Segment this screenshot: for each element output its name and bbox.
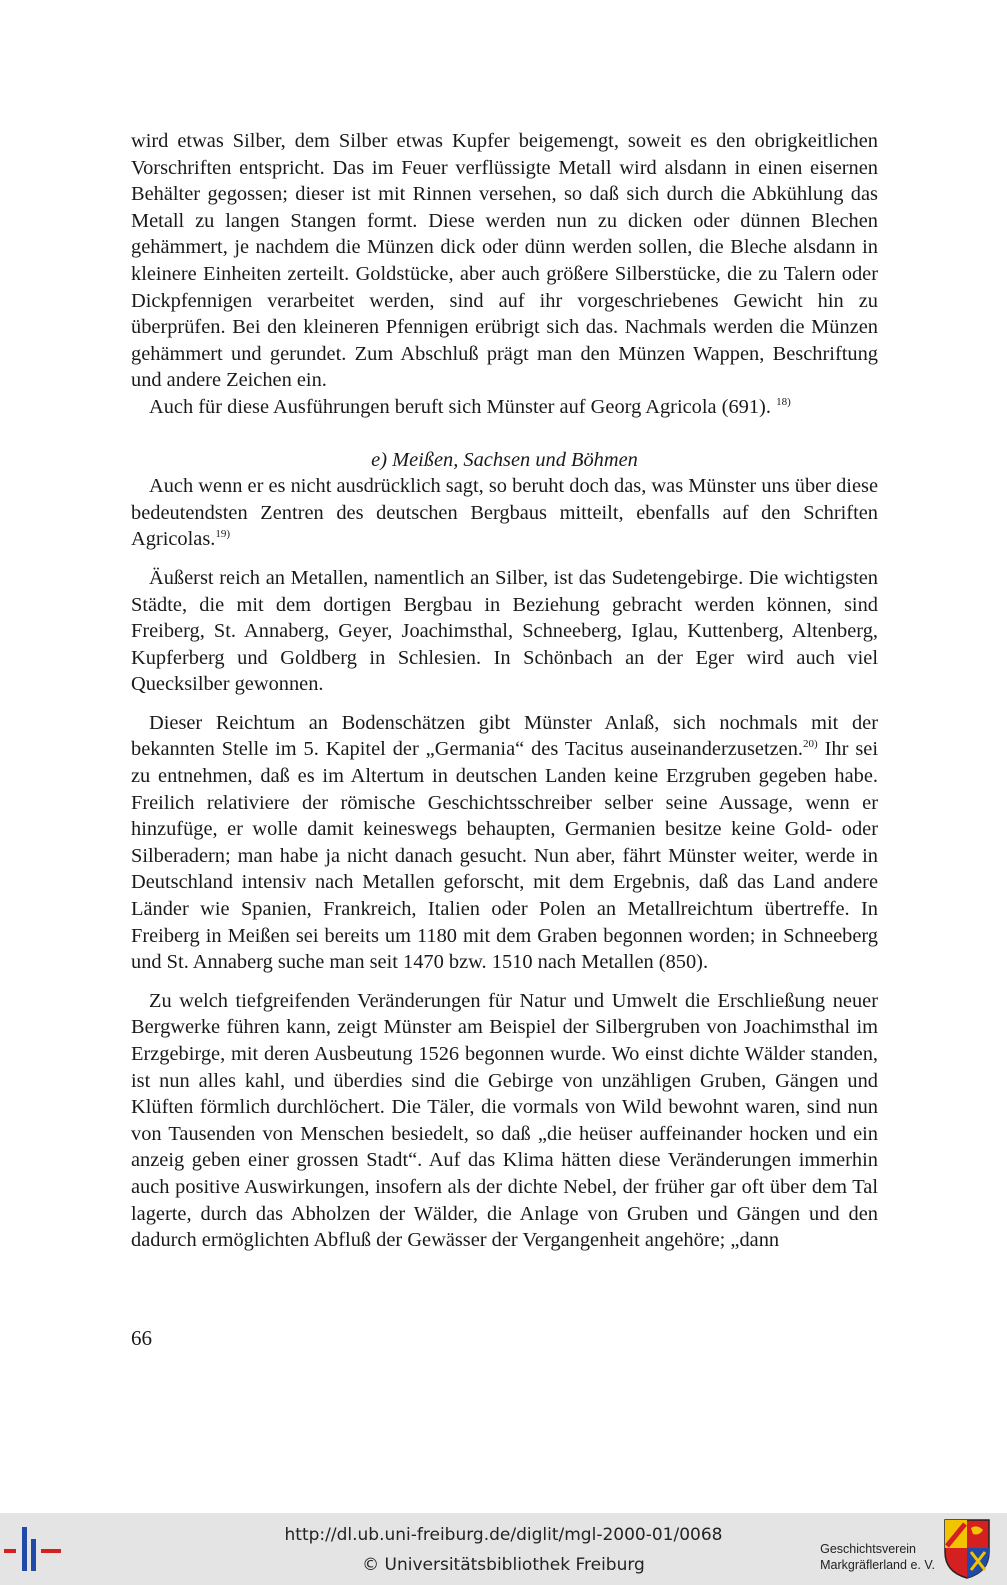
paragraph-3-text: Auch wenn er es nicht ausdrücklich sagt, so beruht doch das, was Münster uns über diese bedeutendsten Zentren des deutschen Bergbaus mitteilt, ebenfalls auf den Schriften Agricolas. [131,475,878,551]
society-line-2: Markgräflerland e. V. [820,1558,935,1572]
paragraph-3 [131,473,878,553]
page-body [131,128,878,1254]
page-number: 66 [131,1326,152,1350]
footer-bar [0,1513,1007,1585]
paragraph-5-text-b: Ihr sei zu entnehmen, daß es im Altertum in deutschen Landen keine Erzgruben gegeben habe. Freilich relativiere der römische Geschichtsschreiber selber seine Aussage, wenn er hinzufüge, er wolle damit keineswegs behaupten, Germanien besitze keine Gold- oder Silberadern; man habe ja nicht danach gesucht. Nun aber, fährt Münster weiter, werde in Deutschland intensiv nach Metallen geforscht, mit dem Ergebnis, daß das Land andere Länder wie Spanien, Frankreich, Italien oder Polen an Metallreichtum übertreffe. In Freiberg in Meißen sei bereits um 1180 mit dem Graben begonnen worden; in Schneeberg und St. Annaberg suche man seit 1470 bzw. 1510 nach Metallen (850). [131,738,878,974]
footnote-ref-20: 20) [803,738,818,751]
paragraph-5 [131,710,878,976]
paragraph-5-text-a: Dieser Reichtum an Bodenschätzen gibt Münster Anlaß, sich nochmals mit der bekannten Stelle im 5. Kapitel der „Germania“ des Tacitus auseinanderzusetzen. [131,711,878,761]
footnote-ref-18: 18) [776,395,791,408]
footer-copyright: © Universitätsbibliothek Freiburg [362,1555,645,1575]
society-name [820,1541,935,1573]
paragraph-2-text: Auch für diese Ausführungen beruft sich Münster auf Georg Agricola (691). [149,395,771,418]
paragraph-1: wird etwas Silber, dem Silber etwas Kupfer beigemengt, soweit es den obrigkeitlichen Vorschriften entspricht. Das im Feuer verflüssigte Metall wird alsdann in einen eisernen Behälter gegossen; dieser ist mit Rinnen versehen, so daß sich durch die Abkühlung das Metall zu langen Stangen formt. Diese werden nun zu dicken oder dünnen Blechen gehämmert, je nachdem die Münzen dick oder dünn werden sollen, die Bleche alsdann in kleinere Einheiten zerteilt. Goldstücke, aber auch größere Silberstücke, die zu Talern oder Dickpfennigen verarbeitet werden, sind auf ihr vorgeschriebenes Gewicht hin zu überprüfen. Bei den kleineren Pfennigen erübrigt sich das. Nachmals werden die Münzen gehämmert und gerundet. Zum Abschluß prägt man den Münzen Wappen, Beschriftung und andere Zeichen ein. [131,130,878,392]
paragraph-2 [131,394,878,421]
society-line-1: Geschichtsverein [820,1542,916,1556]
section-heading: e) Meißen, Sachsen und Böhmen [371,448,638,471]
paragraph-6: Zu welch tiefgreifenden Veränderungen für Natur und Umwelt die Erschließung neuer Bergwerke führen kann, zeigt Münster am Beispiel der Silbergruben von Joachimsthal im Erzgebirge, mit deren Ausbeutung 1526 begonnen wurde. Wo einst dichte Wälder standen, ist nun alles kahl, und überdies sind die Gebirge von unzähligen Gruben, Gängen und Klüften förmlich durchlöchert. Die Täler, die vormals von Wild bewohnt waren, sind nun von Tausenden von Menschen besiedelt, so daß „die heüser auffeinander hocken und ein anzeig geben einer grossen Stadt“. Auf das Klima hätten diese Veränderungen immerhin auch positive Auswirkungen, insofern als der dichte Nebel, der früher gar oft über dem Tal lagerte, durch das Abholzen der Wälder, die Anlage von Gruben und Gängen und den dadurch ermöglichten Abfluß der Gewässer der Vergangenheit angehöre; „dann [131,989,878,1252]
coat-of-arms-icon [943,1518,991,1580]
footer-url[interactable]: http://dl.ub.uni-freiburg.de/diglit/mgl-2000-01/0068 [284,1525,723,1545]
footnote-ref-19: 19) [215,528,231,541]
paragraph-4: Äußerst reich an Metallen, namentlich an Silber, ist das Sudetengebirge. Die wichtigsten Städte, die mit dem dortigen Bergbau in Beziehung gebracht werden können, sind Freiberg, St. Annaberg, Geyer, Joachimsthal, Schneeberg, Iglau, Kuttenberg, Altenberg, Kupferberg und Goldberg in Schlesien. In Schönbach an der Eger wird auch viel Quecksilber gewonnen. [131,566,878,696]
